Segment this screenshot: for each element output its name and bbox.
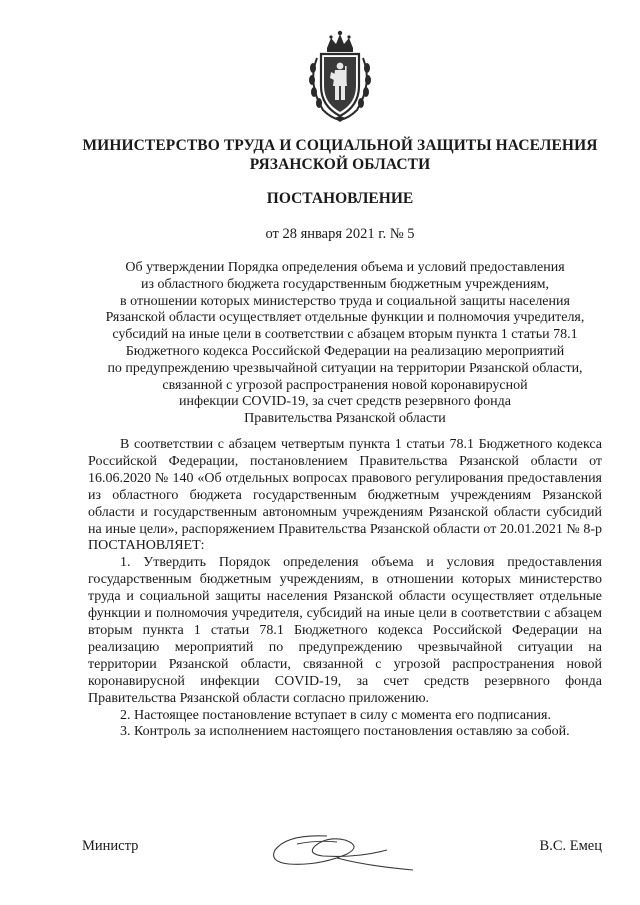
item-3-paragraph: 3. Контроль за исполнением настоящего постановления оставляю за собой. — [120, 724, 570, 740]
date-and-number: от 28 января 2021 г. № 5 — [265, 226, 415, 242]
ministry-name-line-1: МИНИСТЕРСТВО ТРУДА И СОЦИАЛЬНОЙ ЗАЩИТЫ НАСЕЛЕНИЯ — [82, 137, 598, 154]
document-subject — [80, 260, 610, 428]
subject-line: Правительства Рязанской области — [244, 411, 446, 427]
document-type: ПОСТАНОВЛЕНИЕ — [266, 190, 414, 207]
subject-line: Об утверждении Порядка определения объема и условий предоставления — [125, 260, 565, 275]
ryazan-coat-of-arms-icon — [301, 28, 379, 124]
subject-line: Рязанской области осуществляет отдельные функции и полномочия учредителя, — [105, 310, 585, 326]
subject-line: из областного бюджета государственным бюджетным учреждениям, — [140, 276, 550, 292]
ministry-name — [60, 136, 620, 174]
subject-line: по предупреждению чрезвычайной ситуации на территории Рязанской области, — [107, 360, 583, 376]
subject-line: связанной с угрозой распространения новой коронавирусной — [162, 377, 528, 393]
ministry-name-line-2: РЯЗАНСКОЙ ОБЛАСТИ — [249, 156, 431, 173]
signer-title: Министр — [82, 838, 139, 854]
preamble-paragraph: В соответствии с абзацем четвертым пункта 1 статьи 78.1 Бюджетного кодекса Российской Федерации, постановлением Правительства Рязанской области от 16.06.2020 № 140 «Об отдельных вопросах правового регулирования предоставления из областного бюджета государственным бюджетным учреждениям Рязанской области и государственным автономным учреждениям Рязанской области субсидий на иные цели», распоряжением Правительства Рязанской области от 20.01.2021 № 8-р ПОСТАНОВЛЯЕТ: — [88, 437, 602, 554]
item-1-paragraph: 1. Утвердить Порядок определения объема и условия предоставления государственным бюджетным учреждениям, в отношении которых министерство труда и социальной защиты населения Рязанской области осуществляет отдельные функции и полномочия учредителя, субсидий на иные цели в соответствии с абзацем вторым пункта 1 статьи 78.1 Бюджетного кодекса Российской Федерации на реализацию мероприятий по предупреждению чрезвычайной ситуации на территории Рязанской области, связанной с угрозой распространения новой коронавирусной инфекции COVID-19, за счет средств резервного фонда Правительства Рязанской области согласно приложению. — [88, 555, 602, 706]
document-body — [88, 437, 602, 741]
signer-name: В.С. Емец — [539, 838, 602, 854]
subject-line: в отношении которых министерство труда и социальной защиты населения — [120, 293, 570, 309]
subject-line: инфекции COVID-19, за счет средств резервного фонда — [179, 394, 511, 410]
subject-line: Бюджетного кодекса Российской Федерации на реализацию мероприятий — [125, 343, 565, 359]
handwritten-signature-icon — [267, 828, 417, 873]
item-2-paragraph: 2. Настоящее постановление вступает в силу с момента его подписания. — [120, 707, 551, 723]
subject-line: субсидий на иные цели в соответствии с абзацем вторым пункта 1 статьи 78.1 — [112, 327, 578, 343]
